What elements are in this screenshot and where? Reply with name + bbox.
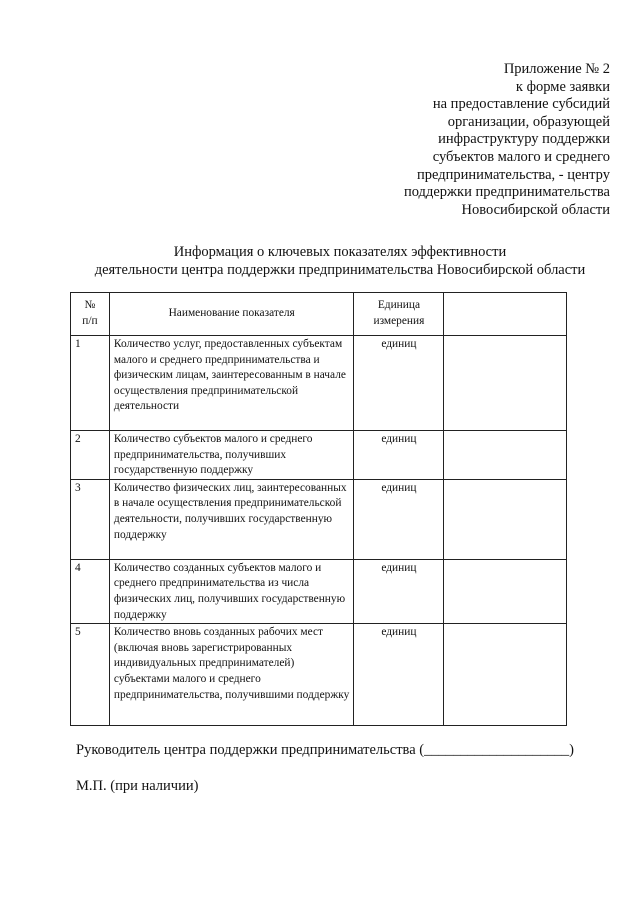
header-num: № п/п: [71, 293, 110, 336]
row-value: [444, 624, 567, 726]
appendix-line: поддержки предпринимательства: [403, 184, 610, 201]
title-line-1: Информация о ключевых показателях эффективности: [173, 244, 507, 260]
appendix-line: предпринимательства, - центру: [416, 166, 610, 183]
row-value: [444, 336, 567, 431]
appendix-header: [310, 61, 610, 219]
appendix-line: на предоставление субсидий: [432, 96, 610, 113]
row-value: [444, 559, 567, 623]
row-num: 4: [71, 559, 110, 623]
row-value: [444, 479, 567, 559]
row-name: Количество субъектов малого и среднего предпринимательства, получивших государственную поддержку: [109, 431, 354, 480]
row-num: 5: [71, 624, 110, 726]
title-line-2: деятельности центра поддержки предпринимательства Новосибирской области: [94, 262, 586, 278]
appendix-line: Новосибирской области: [461, 201, 610, 218]
stamp-note: М.П. (при наличии): [76, 778, 199, 794]
signature-line: Руководитель центра поддержки предпринимательства (____________________): [76, 742, 574, 758]
appendix-line: субъектов малого и среднего: [432, 148, 610, 165]
row-name: Количество физических лиц, заинтересованных в начале осуществления предпринимательской деятельности, получивших государственную поддержку: [109, 479, 354, 559]
table-row: [71, 479, 567, 559]
row-value: [444, 431, 567, 480]
row-name: Количество созданных субъектов малого и среднего предпринимательства из числа физических лиц, получивших государственную поддержку: [109, 559, 354, 623]
table-header-row: [71, 293, 567, 336]
appendix-line: к форме заявки: [515, 78, 610, 95]
appendix-line: организации, образующей: [447, 113, 610, 130]
header-unit: Единица измерения: [354, 293, 444, 336]
row-name: Количество услуг, предоставленных субъектам малого и среднего предпринимательства и физическим лицам, заинтересованным в начале осуществления предпринимательской деятельности: [109, 336, 354, 431]
row-num: 2: [71, 431, 110, 480]
header-name: Наименование показателя: [109, 293, 354, 336]
header-value: [444, 293, 567, 336]
row-unit: единиц: [354, 624, 444, 726]
row-unit: единиц: [354, 431, 444, 480]
table-row: [71, 431, 567, 480]
indicators-table: [70, 292, 567, 726]
row-unit: единиц: [354, 559, 444, 623]
document-title: [60, 243, 620, 279]
appendix-line: Приложение № 2: [503, 61, 610, 77]
row-num: 1: [71, 336, 110, 431]
row-num: 3: [71, 479, 110, 559]
appendix-line: инфраструктуру поддержки: [438, 131, 610, 148]
table-row: [71, 624, 567, 726]
table-row: [71, 559, 567, 623]
row-unit: единиц: [354, 479, 444, 559]
row-name: Количество вновь созданных рабочих мест (включая вновь зарегистрированных индивидуальных предпринимателей) субъектами малого и среднего предпринимательства, получившими поддержку: [109, 624, 354, 726]
row-unit: единиц: [354, 336, 444, 431]
table-row: [71, 336, 567, 431]
